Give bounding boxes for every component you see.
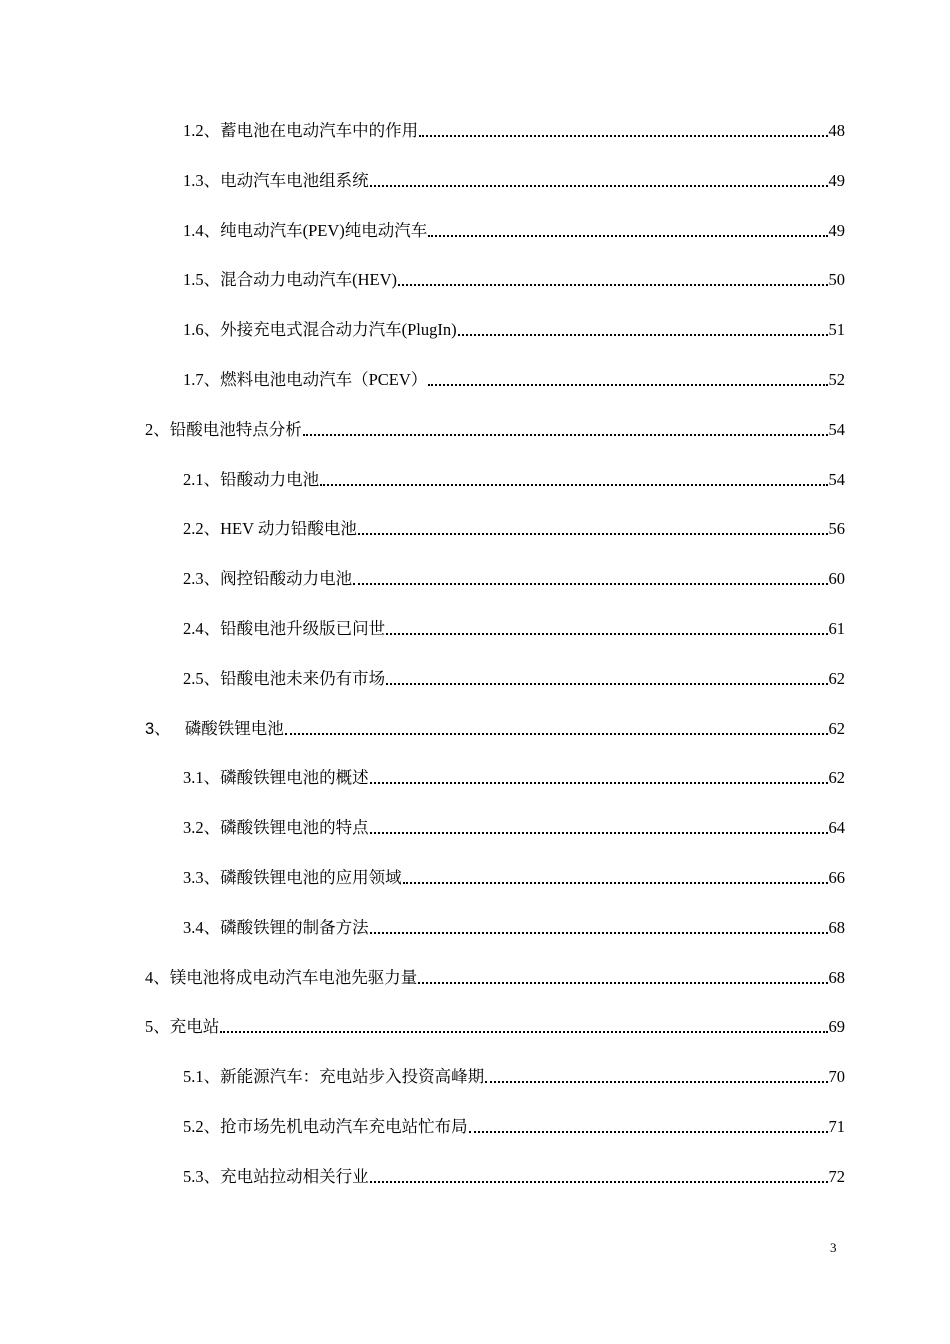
toc-entry[interactable] [183, 268, 845, 292]
dot-leader [370, 185, 828, 187]
toc-entry-number: 3、 [145, 719, 171, 738]
toc-entry[interactable] [183, 219, 845, 243]
dot-leader [370, 1181, 828, 1183]
dot-leader [428, 384, 827, 386]
toc-entry[interactable] [183, 766, 845, 790]
toc-entry-page: 54 [828, 469, 845, 489]
toc-entry-page: 50 [828, 270, 845, 290]
dot-leader [220, 1031, 827, 1033]
toc-entry[interactable] [183, 318, 845, 342]
toc-entry[interactable] [183, 1115, 845, 1139]
toc-entry-page: 64 [828, 818, 845, 838]
dot-leader [386, 633, 827, 635]
toc-entry-title: 2.1、铅酸动力电池 [183, 469, 320, 489]
toc-entry-title: 2.4、铅酸电池升级版已问世 [183, 619, 386, 638]
toc-entry-page: 61 [828, 619, 845, 638]
toc-entry-page: 68 [828, 917, 845, 937]
dot-leader [303, 434, 828, 436]
toc-entry-page: 60 [828, 569, 845, 589]
dot-leader [386, 683, 827, 685]
toc-entry[interactable] [183, 368, 845, 392]
toc-entry[interactable] [145, 966, 845, 990]
dot-leader [458, 334, 828, 336]
dot-leader [353, 583, 827, 585]
toc-entry-title: 1.5、混合动力电动汽车(HEV) [183, 270, 398, 290]
toc-entry-page: 49 [828, 220, 845, 240]
toc-entry-title: 磷酸铁锂电池 [184, 718, 284, 738]
toc-entry-title: 3.2、磷酸铁锂电池的特点 [183, 818, 369, 838]
toc-entry-title: 1.3、电动汽车电池组系统 [183, 170, 369, 190]
toc-entry-title: 3.1、磷酸铁锂电池的概述 [183, 768, 369, 788]
toc-entry-title: 2、铅酸电池特点分析 [145, 419, 302, 439]
toc-entry-page: 69 [828, 1017, 845, 1037]
dot-leader [403, 882, 828, 884]
toc-entry-title: 1.2、蓄电池在电动汽车中的作用 [183, 121, 419, 140]
toc-entry-page: 68 [828, 967, 845, 987]
dot-leader [370, 832, 828, 834]
dot-leader [285, 733, 828, 735]
toc-entry-page: 70 [828, 1067, 845, 1087]
toc-entry-title: 5.2、抢市场先机电动汽车充电站忙布局 [183, 1117, 468, 1136]
dot-leader [469, 1131, 828, 1133]
toc-entry[interactable] [145, 1015, 845, 1039]
toc-entry-page: 62 [828, 768, 845, 788]
toc-entry[interactable] [145, 418, 845, 442]
toc-entry[interactable] [183, 1065, 845, 1089]
toc-entry[interactable] [183, 866, 845, 890]
toc-entry-page: 49 [828, 170, 845, 190]
dot-leader [370, 782, 828, 784]
dot-leader [419, 135, 827, 137]
toc-entry-page: 71 [828, 1117, 845, 1136]
toc-entry-title: 5.1、新能源汽车：充电站步入投资高峰期 [183, 1067, 485, 1087]
toc-entry-title: 3.4、磷酸铁锂的制备方法 [183, 917, 369, 937]
toc-entry-page: 66 [828, 868, 845, 887]
toc-entry-page: 56 [828, 519, 845, 539]
toc-entry-title: 1.6、外接充电式混合动力汽车(PlugIn) [183, 320, 457, 340]
dot-leader [370, 932, 828, 934]
toc-entry[interactable] [145, 717, 845, 741]
toc-entry-title: 2.5、铅酸电池未来仍有市场 [183, 668, 386, 688]
toc-entry[interactable] [183, 169, 845, 193]
toc-entry-title: 3.3、磷酸铁锂电池的应用领域 [183, 868, 402, 887]
toc-entry[interactable] [183, 667, 845, 691]
toc-entry-page: 62 [828, 668, 845, 688]
toc-entry-page: 54 [828, 419, 845, 439]
toc-entry-page: 62 [828, 718, 845, 738]
dot-leader [485, 1081, 827, 1083]
dot-leader [320, 484, 827, 486]
toc-entry-title: 4、镁电池将成电动汽车电池先驱力量 [145, 967, 418, 987]
toc-entry[interactable] [183, 468, 845, 492]
dot-leader [358, 533, 828, 535]
toc-entry-page: 48 [828, 121, 845, 140]
toc-entry[interactable] [183, 816, 845, 840]
toc-entry-page: 51 [828, 320, 845, 340]
toc-entry-page: 72 [828, 1166, 845, 1186]
toc-entry[interactable] [183, 617, 845, 641]
toc-entry-title: 2.3、阀控铅酸动力电池 [183, 569, 353, 589]
dot-leader [398, 284, 827, 286]
toc-entry[interactable] [183, 567, 845, 591]
toc-entry-title: 2.2、HEV 动力铅酸电池 [183, 519, 357, 539]
toc-entry-title: 5、充电站 [145, 1017, 220, 1037]
dot-leader [418, 982, 827, 984]
toc-entry-title: 1.4、纯电动汽车(PEV)纯电动汽车 [183, 220, 428, 240]
toc-entry-title: 5.3、充电站拉动相关行业 [183, 1166, 369, 1186]
toc-entry-title: 1.7、燃料电池电动汽车（PCEV） [183, 370, 428, 389]
dot-leader [428, 235, 827, 237]
toc-entry[interactable] [183, 517, 845, 541]
toc-entry[interactable] [183, 916, 845, 940]
toc-entry[interactable] [183, 119, 845, 143]
toc-entry-page: 52 [828, 370, 845, 389]
page-number: 3 [830, 1240, 837, 1255]
toc-entry[interactable] [183, 1165, 845, 1189]
